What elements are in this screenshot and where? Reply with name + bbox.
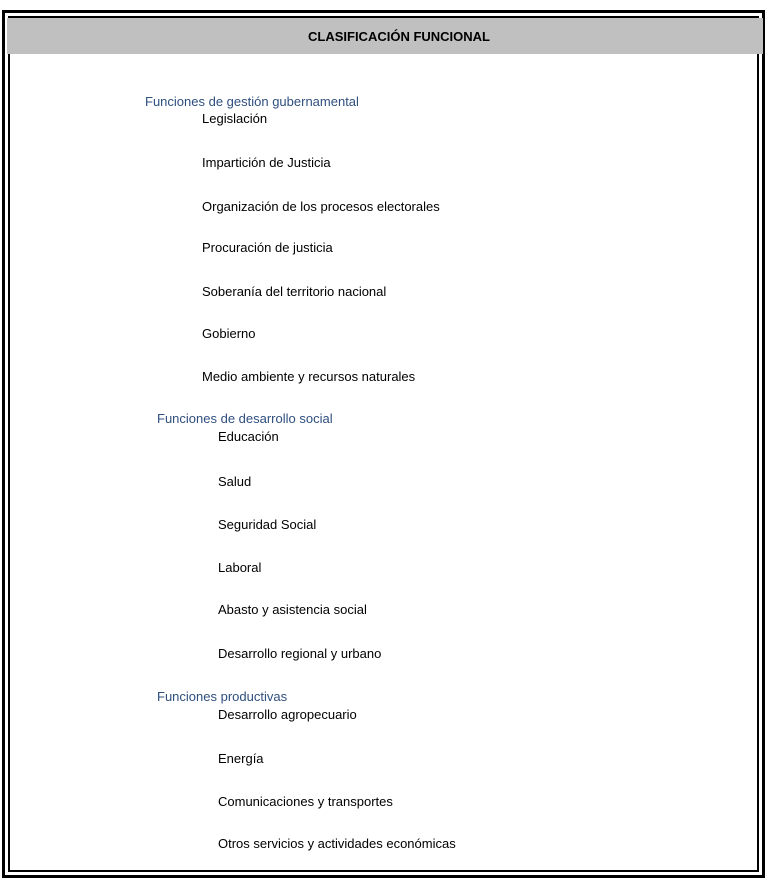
list-item: Seguridad Social xyxy=(218,517,317,532)
list-item: Soberanía del territorio nacional xyxy=(202,284,387,299)
list-item: Educación xyxy=(218,429,279,444)
list-item: Laboral xyxy=(218,560,262,575)
list-item: Energía xyxy=(218,751,264,766)
list-item: Abasto y asistencia social xyxy=(218,602,367,617)
group-label-gestion-gubernamental: Funciones de gestión gubernamental xyxy=(145,94,359,109)
list-item: Organización de los procesos electorales xyxy=(202,199,440,214)
group-label-desarrollo-social: Funciones de desarrollo social xyxy=(157,411,333,426)
page-title: CLASIFICACIÓN FUNCIONAL xyxy=(308,28,490,44)
list-item: Salud xyxy=(218,474,252,489)
group-label-productivas: Funciones productivas xyxy=(157,689,288,704)
list-item: Medio ambiente y recursos naturales xyxy=(202,369,416,384)
list-item: Otros servicios y actividades económicas xyxy=(218,836,456,851)
list-item: Desarrollo regional y urbano xyxy=(218,646,382,661)
header-bar xyxy=(7,18,763,54)
list-item: Legislación xyxy=(202,111,268,126)
list-item: Desarrollo agropecuario xyxy=(218,707,357,722)
document-frame xyxy=(2,10,765,878)
list-item: Impartición de Justicia xyxy=(202,155,331,170)
document-inner-border xyxy=(8,16,759,872)
list-item: Gobierno xyxy=(202,326,256,341)
list-item: Procuración de justicia xyxy=(202,240,333,255)
list-item: Comunicaciones y transportes xyxy=(218,794,393,809)
